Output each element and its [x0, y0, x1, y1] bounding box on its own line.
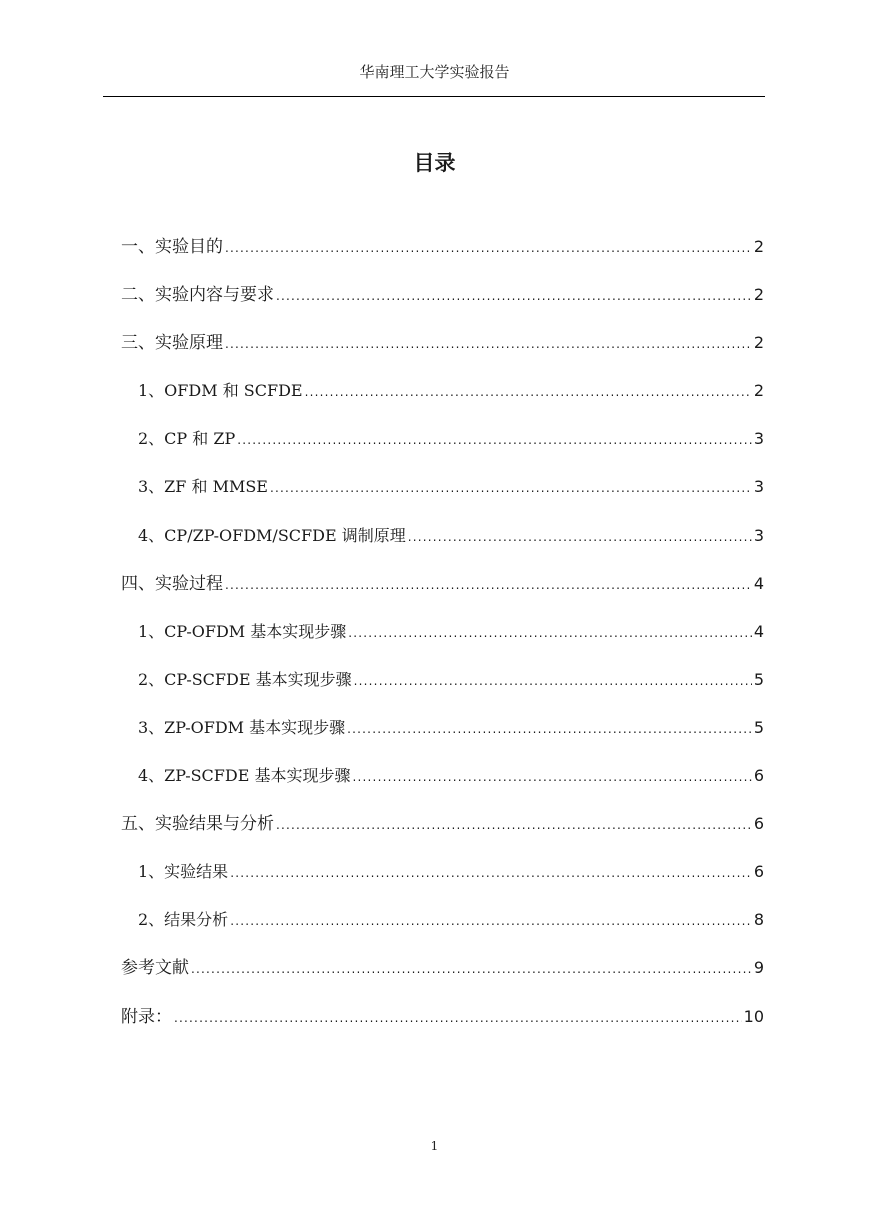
- toc-entry-page-number: 8: [753, 910, 764, 930]
- toc-entry[interactable]: [121, 858, 764, 906]
- toc-entry[interactable]: [121, 473, 764, 521]
- toc-entry[interactable]: [121, 714, 764, 762]
- toc-dot-leader: [225, 234, 752, 262]
- toc-entry-page-number: 4: [753, 573, 764, 593]
- toc-dot-leader: [174, 1004, 742, 1032]
- toc-entry-page-number: 9: [753, 958, 764, 978]
- toc-entry-label: 2、CP 和 ZP: [138, 429, 236, 449]
- toc-entry-label: 一、实验目的: [121, 237, 223, 257]
- toc-dot-leader: [408, 523, 752, 551]
- toc-entry-label: 1、CP-OFDM 基本实现步骤: [138, 621, 347, 641]
- toc-entry[interactable]: [121, 377, 764, 425]
- toc-dot-leader: [270, 474, 752, 502]
- toc-entry-page-number: 10: [743, 1006, 764, 1026]
- toc-dot-leader: [237, 426, 752, 454]
- toc-entry-page-number: 2: [753, 285, 764, 305]
- toc-entry-page-number: 6: [753, 862, 764, 882]
- toc-entry-page-number: 2: [753, 333, 764, 353]
- toc-entry[interactable]: [121, 329, 764, 377]
- toc-entry-page-number: 3: [753, 477, 764, 497]
- running-header: 华南理工大学实验报告: [359, 63, 510, 81]
- toc-entry[interactable]: [121, 954, 764, 1002]
- toc-entry-page-number: 5: [753, 717, 764, 737]
- toc-entry-page-number: 6: [753, 814, 764, 834]
- toc-entry[interactable]: [121, 425, 764, 473]
- toc-entry[interactable]: [121, 666, 764, 714]
- toc-entry[interactable]: [121, 762, 764, 810]
- toc-entry-label: 1、OFDM 和 SCFDE: [138, 381, 303, 401]
- toc-entry-page-number: 3: [753, 429, 764, 449]
- table-of-contents: [121, 233, 764, 1051]
- toc-dot-leader: [305, 378, 752, 406]
- toc-entry-label: 三、实验原理: [121, 333, 223, 354]
- toc-dot-leader: [276, 811, 752, 839]
- toc-entry[interactable]: [121, 810, 764, 858]
- toc-entry[interactable]: [121, 522, 764, 570]
- toc-dot-leader: [276, 282, 752, 310]
- toc-dot-leader: [230, 859, 752, 887]
- toc-entry[interactable]: [121, 233, 764, 281]
- toc-entry-page-number: 2: [753, 237, 764, 256]
- toc-entry-page-number: 5: [753, 669, 764, 689]
- toc-entry-label: 3、ZP-OFDM 基本实现步骤: [138, 717, 346, 737]
- toc-dot-leader: [353, 763, 752, 791]
- page-number: 1: [430, 1139, 439, 1153]
- toc-entry-page-number: 4: [753, 621, 764, 641]
- toc-entry-label: 二、实验内容与要求: [121, 285, 274, 306]
- toc-entry[interactable]: [121, 906, 764, 954]
- toc-entry[interactable]: [121, 618, 764, 666]
- toc-entry-label: 3、ZF 和 MMSE: [138, 477, 268, 497]
- toc-entry-label: 2、结果分析: [138, 910, 229, 930]
- toc-entry-label: 附录：: [121, 1006, 172, 1027]
- toc-entry-label: 五、实验结果与分析: [121, 814, 274, 835]
- toc-dot-leader: [225, 571, 752, 599]
- toc-entry-page-number: 6: [753, 766, 764, 786]
- header-divider: [103, 96, 765, 97]
- toc-entry[interactable]: [121, 281, 764, 329]
- toc-entry-label: 参考文献: [121, 958, 189, 979]
- toc-entry[interactable]: [121, 1003, 764, 1051]
- toc-dot-leader: [348, 619, 752, 647]
- toc-dot-leader: [230, 907, 752, 935]
- toc-dot-leader: [347, 715, 752, 743]
- toc-dot-leader: [354, 667, 752, 695]
- toc-entry-label: 1、实验结果: [138, 862, 229, 882]
- toc-dot-leader: [225, 330, 752, 358]
- toc-entry-label: 2、CP-SCFDE 基本实现步骤: [138, 669, 352, 689]
- toc-dot-leader: [191, 955, 752, 983]
- toc-entry-label: 四、实验过程: [121, 573, 223, 594]
- toc-entry-page-number: 2: [753, 381, 764, 401]
- toc-entry-page-number: 3: [753, 525, 764, 545]
- toc-title: 目录: [413, 150, 456, 175]
- toc-entry-label: 4、CP/ZP-OFDM/SCFDE 调制原理: [138, 525, 406, 545]
- toc-entry-label: 4、ZP-SCFDE 基本实现步骤: [138, 766, 351, 786]
- toc-entry[interactable]: [121, 570, 764, 618]
